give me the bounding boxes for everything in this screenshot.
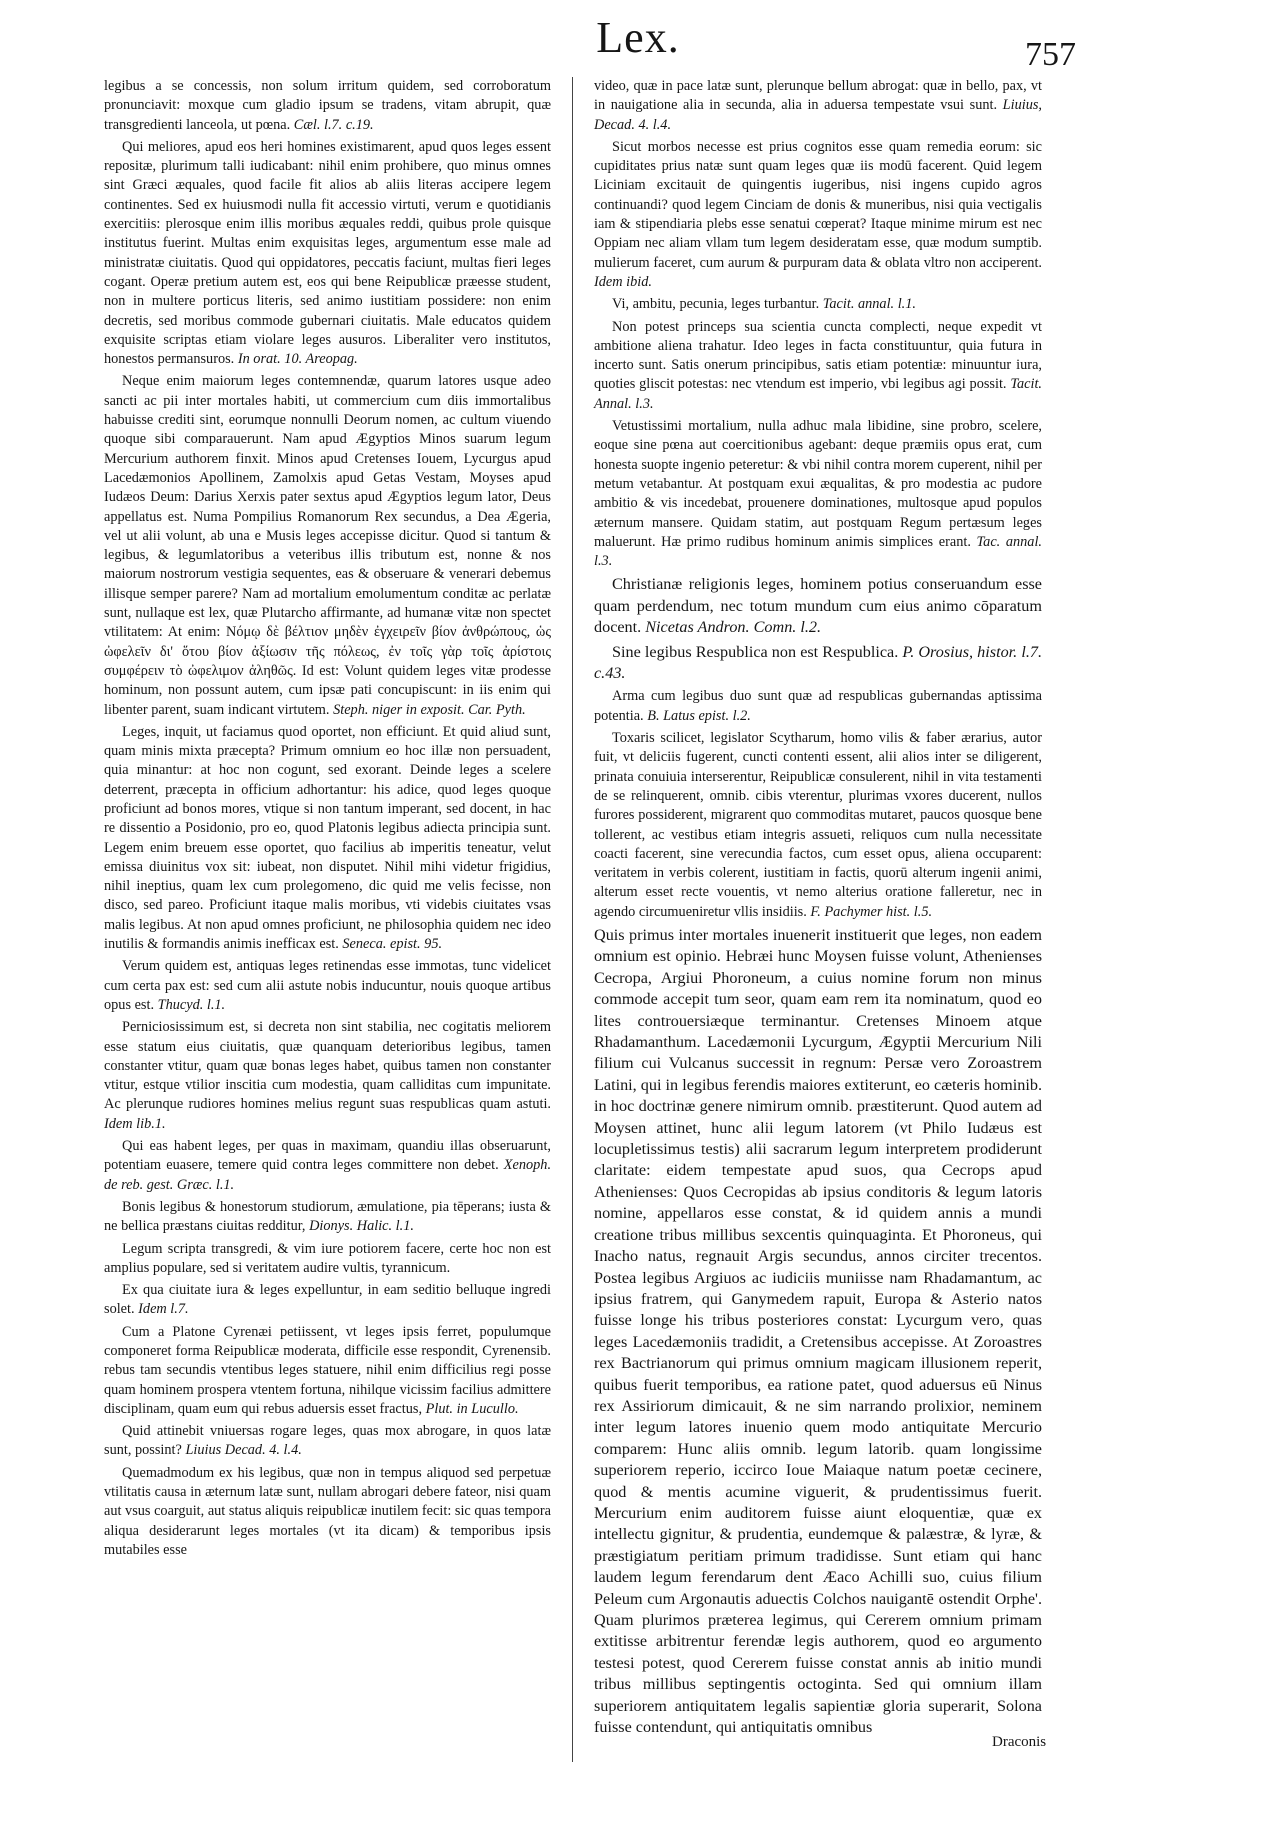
paragraph — [594, 642, 1042, 685]
paragraph — [594, 925, 1042, 1738]
paragraph — [104, 1018, 551, 1134]
paragraph — [594, 574, 1042, 638]
paragraph-text: Quis primus inter mortales inuenerit instituerit que leges, non eadem omnium est opinio. Hebræi hunc Moysen fuisse volunt, Athenienses Cecropa, Argiui Phoroneum, a cuius nomine forum non minus commode accepit tum seor, quam eam rem ita nominatum, quod eo lites controuersiæque terminantur. Cretenses Minoem atque Rhadamanthum. Lacedæmonii Lycurgum, Ægyptii Mercurium Nili filium cui Vulcanus successit in regnum: Persæ vero Zoroastrem Latini, qui in legibus ferendis maiores extiterunt, eo cæteris hominib. in hoc doctrinæ genere nimirum omnib. præstiterunt. Quod autem ad Moysen attinet, hunc alii legum latorem (vt Philo Iudæus est locupletissimus testis) alii sacrarum legum interpretem prodiderunt claritate: eidem tempestate apud suos, qua Cecrops apud Athenienses: Quos Cecropidas ab ipsius conditoris & legum latoris nomine, appellaros esse constat, & id quidem annis a mundi creatione tribus millibus sexcentis quinquaginta. Et Phoroneus, qui Inacho natus, regnauit Argis secundus, annos circiter trecentos. Postea legibus Argiuos ac iudiciis muniisse nam Rhadamantum, ac ipsius fratrem, qui Ganymedem rapuit, Europa & Asterio natos fuisse longe his tribus posteriores constat: Lycurgum vero, quas leges Lacedæmoniis tradidit, a Cretensibus accepisse. At Zoroastres rex Bactrianorum qui primus omnium magicam illusionem reperit, quibus fuerit temporibus, ea ratione patet, quod aduersus eū Ninus rex Assiriorum dimicauit, & ne sim narrando prolixior, neminem inter legum latores inuenio quem modo antiquitate Mercurio comparem: Hunc aliis omnib. legum latorib. quam longissime superiorem reperio, iccirco Ioue Maiaque natum poetæ cecinere, quod & mentis acumine viguerit, & prudentissimus fuerit. Mercurium enim auditorem fuisse aiunt eloquentiæ, quæ ex intellectu gignitur, & prudentia, eundemque & palæstræ, & lyræ, & præstigiatum peritiam primum tradidisse. Sunt etiam qui hanc laudem legum ferendarum dent Æaco Achilli suo, cuius filium Peleum cum Argonautis aduectis Colchos nauigantē ostendit Orphe'. Quam plurimos præterea legimus, qui Cererem omnium primam extitisse arbitrentur ferendæ legis authorem, quod eo argumento testesi potest, quod Cererem fuisse constat annis ab initio mundi tribus millibus septingentis octoginta. Sed qui omnium illam superiorem antiquitatem legalis sapientiæ gloria superarit, Solona fuisse contendunt, qui antiquitatis omnibus — [594, 926, 1042, 1737]
paragraph-text: Ex qua ciuitate iura & leges expelluntur, in eam seditio belluque ingredi solet. — [104, 1282, 551, 1318]
paragraph — [104, 1323, 551, 1419]
catchword: Draconis — [992, 1734, 1047, 1750]
paragraph-text: Neque enim maiorum leges contemnendæ, quarum latores usque adeo sancti ac pii inter mortales habiti, ut commercium cum diis immortalibus habuisse crediti sint, eorumque nonnulli Deorum nomen, ac cultum viuendo quoque sibi comparauerunt. Nam apud Ægyptios Minos suarum legum Mercurium authorem finxit. Minos apud Cretenses Iouem, Lycurgus apud Lacedæmonios Apollinem, Zamolxis apud Getas Vestam, Moyses apud Iudæos Deum: Darius Xerxis pater sextus apud Ægyptios legum lator, Deus appellatus est. Numa Pompilius Romanorum Rex secundus, a Dea Ægeria, vel ut alii volunt, ab una e Musis leges accepisse dicitur. Quod si tantum & legibus, & legumlatoribus a veteribus illis tributum est, nonne & nos maiorum nostrorum vestigia sequentes, eas & obseruare & venerari debemus illisque semper parere? Nam ad mortalium emolumentum conditæ ac perlatæ sunt, nullaque est lex, quæ Plutarcho affirmante, ad humanæ vitæ non spectet vtilitatem: At enim: — [104, 373, 551, 641]
paragraph — [104, 1422, 551, 1461]
paragraph-text: Qui eas habent leges, per quas in maximam, quandiu illas obseruarunt, potentiam euasere, temere quid contra leges committere non debet. — [104, 1138, 551, 1174]
paragraph-text: Vetustissimi mortalium, nulla adhuc mala libidine, sine probro, scelere, eoque sine pœna aut coercitionibus agebant: deque præmiis opus erat, cum honesta suopte ingenio peteretur: & vbi nihil contra morem cuperent, nihil per metum vetabantur. At postquam exui æqualitas, & pro modestia ac pudore ambitio & vis incedebat, prouenere dominationes, multosque apud populos æternum mansere. Quidam statim, aut postquam Regum pertæsum leges maluerunt. Hæ primo rudibus hominum animis simplices erant. — [594, 418, 1042, 550]
paragraph-text: Quemadmodum ex his legibus, quæ non in tempus aliquod sed perpetuæ vtilitatis causa in æternum latæ sunt, nullam abrogari debere fateor, nisi quam aut vsus coarguit, aut status aliquis reipublicæ inutilem fecit: sic quas tempora aliqua desiderarunt leges mortales (vt ita dicam) & temporibus ipsis mutabiles esse — [104, 1464, 551, 1558]
left-column — [104, 77, 551, 1563]
paragraph-text: Bonis legibus & honestorum studiorum, æmulatione, pia tēperans; iusta & ne bellica præstans ciuitas redditur, — [104, 1198, 551, 1235]
paragraph — [104, 1281, 551, 1320]
column-divider — [572, 77, 573, 1762]
source-citation: Nicetas Andron. Comn. l.2. — [645, 618, 822, 637]
source-citation: B. Latus epist. l.2. — [647, 707, 751, 724]
paragraph — [104, 723, 551, 955]
greek-quotation: Νόμῳ δὲ βέλτιον μηδὲν ἐγχειρεῖν βίον ἀνθρώπους, ὡς ὠφελεῖν δι' ὅτου βίον ἀξίωσιν τῆς πόλεως, ἐν τοῖς γὰρ τοῖς ἀρίστοις συμφέρειν τὸ ὠφελιμον ἀληθῶς. — [104, 624, 551, 679]
source-citation: Plut. in Lucullo. — [425, 1400, 519, 1417]
paragraph — [104, 77, 551, 135]
paragraph — [104, 1464, 551, 1560]
paragraph — [104, 1240, 551, 1279]
paragraph — [594, 729, 1042, 922]
paragraph-text: Christianæ religionis leges, hominem potius conseruandum esse quam perdendum, nec totum mundum cum eius animo cōparatum docent. — [594, 575, 1042, 637]
source-citation: Dionys. Halic. l.1. — [309, 1218, 414, 1235]
source-citation: Tac. annal. l.3. — [594, 533, 1043, 570]
paragraph — [104, 372, 551, 719]
paragraph-text: Vi, ambitu, pecunia, leges turbantur. — [612, 296, 820, 313]
source-citation: Idem l.7. — [138, 1301, 189, 1318]
page-number: 757 — [1025, 36, 1076, 73]
source-citation: Thucyd. l.1. — [157, 996, 226, 1013]
paragraph — [104, 1137, 551, 1195]
paragraph — [594, 138, 1042, 292]
paragraph-text: Id est: Volunt quidem leges vitæ prodesse hominum, non possunt autem, cum ipsæ pati concupiscunt: in iis enim qui libenter parent, suam indicant virtutem. — [104, 662, 552, 718]
paragraph-text: video, quæ in pace latæ sunt, plerunque bellum abrogat: quæ in bello, pax, vt in nauigatione alia in secunda, alia in aduersa tempestate vsui sunt. — [594, 78, 1042, 114]
source-citation: In orat. 10. Areopag. — [237, 351, 358, 368]
source-citation: F. Pachymer hist. l.5. — [810, 903, 933, 920]
paragraph — [104, 957, 551, 1015]
paragraph — [594, 295, 1042, 314]
paragraph — [594, 417, 1042, 571]
source-citation: Steph. niger in exposit. Car. Pyth. — [333, 701, 526, 718]
paragraph-text: Verum quidem est, antiquas leges retinendas esse immotas, tunc videlicet cum certa pax est: sed cum alii astute nobis inducuntur, nouis quoque artibus opus est. — [104, 958, 551, 1013]
source-citation: Tacit. Annal. l.3. — [594, 376, 1043, 412]
source-citation: Tacit. annal. l.1. — [822, 296, 916, 313]
paragraph — [594, 318, 1042, 414]
paragraph-text: Non potest princeps sua scientia cuncta complecti, neque expedit vt ambitione aliena trahatur. Ideo leges in facta constituuntur, quia futura in incerto sunt. Satis onerum principibus, satis etiam potentiæ: minuuntur iura, quoties gliscit potestas: nec vtendum est imperio, vbi legibus agi possit. — [594, 318, 1042, 393]
paragraph-text: Sicut morbos necesse est prius cognitos esse quam remedia eorum: sic cupiditates prius natæ sunt quam leges quæ iis modū facerent. Quid legem Liciniam excitauit de quingentis iugeribus, nisi ingens cupido agros continuandi? quod legem Cinciam de donis & muneribus, nisi quia vectigalis iam & stipendiaria plebs esse senatui cœperat? Itaque minime mirum est nec Oppiam nec aliam vllam tum legem desideratam esse, quæ modum sumptib. mulierum faceret, cum aurum & purpuram data & oblata vltro non acciperent. — [594, 138, 1042, 271]
paragraph-text: Cum a Platone Cyrenæi petiissent, vt leges ipsis ferret, populumque componeret forma Reipublicæ moderata, difficile esse respondit, Cyrenensib. rebus tam secundis vtentibus leges statuere, nihil enim difficilius regi posse quam hominem prospera vtentem fortuna, nihilque vicissim facilius admittere disciplinam, quam eum qui rebus aduersis esset fractus, — [104, 1323, 551, 1417]
paragraph-text: Perniciosissimum est, si decreta non sint stabilia, nec cogitatis meliorem esse statum eius ciuitatis, quæ quanquam deterioribus legibus, tamen constanter vtitur, quam quæ bonas leges habet, quibus tamen non constanter vtitur, estque vtilior inscitia cum modestia, quam calliditas cum impunitate. Ac plerunque rudiores homines melius regunt suas respublicas quam astuti. — [104, 1019, 551, 1113]
paragraph-text: Sine legibus Respublica non est Respublica. — [612, 642, 899, 661]
source-citation: Idem ibid. — [594, 273, 652, 290]
paragraph — [594, 687, 1042, 726]
paragraph-text: Legum scripta transgredi, & vim iure potiorem facere, certe hoc non est amplius populare, sed si veritatem audire vultis, tyrannicum. — [104, 1240, 551, 1276]
paragraph-text: legibus a se concessis, non solum irritum quidem, sed corroboratum pronunciavit: moxque cum gladio ipsum se tradens, vitam abrupit, quæ transgredienti lanceola, ut pœna. — [104, 78, 551, 133]
paragraph-text: Arma cum legibus duo sunt quæ ad respublicas gubernandas aptissima potentia. — [594, 688, 1042, 724]
right-column — [594, 77, 1042, 1741]
source-citation: Seneca. epist. 95. — [342, 936, 443, 953]
running-title: Lex. — [596, 13, 680, 62]
source-citation: Cæl. l.7. c.19. — [293, 116, 374, 133]
paragraph — [104, 1198, 551, 1237]
paragraph-text: Quid attinebit vniuersas rogare leges, quas mox abrogare, in quos latæ sunt, possint? — [104, 1423, 551, 1459]
source-citation: Liuius Decad. 4. l.4. — [185, 1442, 302, 1459]
paragraph — [104, 138, 551, 370]
source-citation: P. Orosius, histor. l.7. c.43. — [594, 642, 1043, 683]
paragraph-text: Qui meliores, apud eos heri homines existimarent, apud quos leges essent repositæ, plurimum talli iudicabant: nihil enim prohibere, quo minus omnes sint Græci æquales, quod facile fit alios ab aliis literas accipere legem continentes. Sed ex huiusmodi nulla fit accessio virtuti, verum e quotidianis exercitiis: plerosque enim illis moribus æquales reddi, quibus prole quisque institutus fuerint. Multas enim exquisitas leges, argumentum esse male ad ministratæ ciuitatis. Quod qui oppidatores, peccatis faciunt, multas fieri leges cogant. Operæ pretium autem est, eos qui bene Reipublicæ præesse student, non in multere porticus literis, sed animo iustitiam possidere: non enim decretis, sed moribus commode gubernari ciuitatis. Male educatos quidem exquisite scriptas etiam violare leges ausuros. Liberaliter vero institutos, honestos permansuros. — [104, 138, 551, 368]
source-citation: Xenoph. de reb. gest. Græc. l.1. — [104, 1157, 552, 1193]
source-citation: Liuius, Decad. 4. l.4. — [594, 97, 1042, 133]
paragraph-text: Leges, inquit, ut faciamus quod oportet, non efficiunt. Et quid aliud sunt, quam minis mixta præcepta? Primum omnium eo hoc illæ non persuadent, quia minantur: at hoc non cogunt, sed exorant. Deinde leges a scelere deterrent, præcepta in officium adhortantur: his adice, quod leges quoque proficiunt ad bonos mores, vtique si non tantum imperant, sed docent, in hac re dissentio a Posidonio, pro eo, quod Platonis legibus adiecta principia sunt. Legem enim breuem esse oportet, quo facilius ab imperitis teneatur, velut emissa diuinitus vox sit: iubeat, non disputet. Nihil mihi videtur frigidius, nihil ineptius, quam lex cum prolegomeno, dic quid me velis fecisse, non disco, sed pareo. Proficiunt itaque malis moribus, vti videbis ciuitates vsas malis legibus. At non apud omnes proficiunt, ne philosophia quidem nec ideo inutilis & formandis animis inefficax est. — [104, 723, 551, 953]
paragraph-text: Toxaris scilicet, legislator Scytharum, homo vilis & faber ærarius, autor fuit, vt deliciis fugerent, cuncti contenti essent, alii alios inter se diligerent, prinata conuiuia interserentur, Reipublicæ consulerent, nihil in vita testamenti de se relinquerent, omnib. cibis vterentur, plurimas vxores ducerent, nullos furores possiderent, migrarent quo commoditas mutaret, paucos quosque bene tollerent, ac vestibus etiam integris assueti, reliquos cum nulla necessitate coacti facerent, sine verecundia factos, cum esset opus, aliena occuparent: veritatem in verbis colerent, iustitiam in factis, quorū alterum ingenii animi, alterum esset recte vouentis, vt nemo alterius oratione falleretur, nec in agendo circumueniretur vllis insidiis. — [594, 730, 1042, 920]
paragraph — [594, 77, 1042, 135]
source-citation: Idem lib.1. — [104, 1115, 166, 1132]
